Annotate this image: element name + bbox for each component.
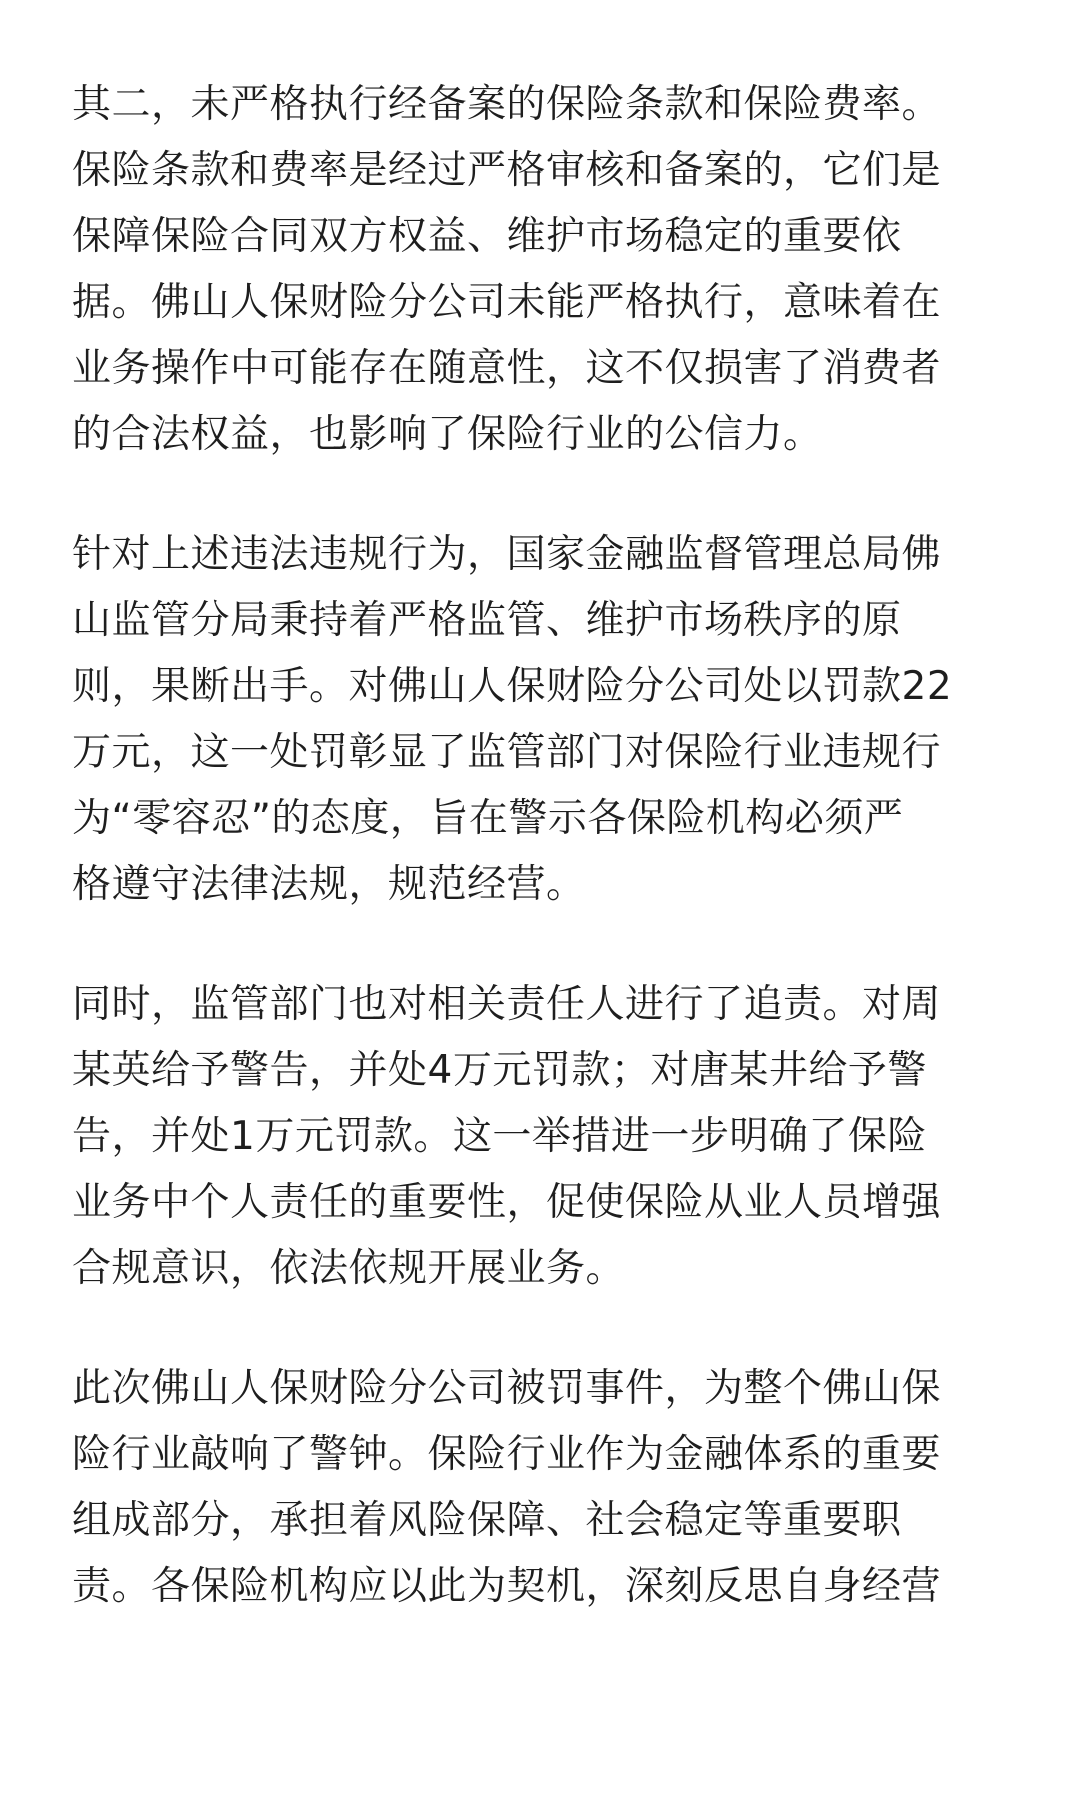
paragraph-4 (72, 1356, 1012, 1620)
text-line: 则，果断出手。对佛山人保财险分公司处以罚款22 (72, 664, 953, 709)
text-line: 合规意识，依法依规开展业务。 (72, 1246, 626, 1291)
text-line: 同时，监管部门也对相关责任人进行了追责。对周 (72, 982, 942, 1027)
text-line: 险行业敲响了警钟。保险行业作为金融体系的重要 (72, 1432, 942, 1477)
text-line: 其二，未严格执行经备案的保险条款和保险费率。 (72, 82, 942, 127)
paragraph-1 (72, 72, 1012, 468)
paragraph-3 (72, 972, 1012, 1302)
text-line: 据。佛山人保财险分公司未能严格执行，意味着在 (72, 280, 942, 325)
text-line: 组成部分，承担着风险保障、社会稳定等重要职 (72, 1498, 902, 1543)
text-line: 万元，这一处罚彰显了监管部门对保险行业违规行 (72, 730, 942, 775)
text-line: 责。各保险机构应以此为契机，深刻反思自身经营 (72, 1564, 942, 1609)
text-line: 为“零容忍”的态度，旨在警示各保险机构必须严 (72, 796, 904, 841)
text-line: 针对上述违法违规行为，国家金融监督管理总局佛 (72, 532, 942, 577)
paragraph-2 (72, 522, 1012, 918)
article-body (72, 72, 1012, 1674)
text-line: 告，并处1万元罚款。这一举措进一步明确了保险 (72, 1114, 927, 1159)
text-line: 的合法权益，也影响了保险行业的公信力。 (72, 412, 823, 457)
text-line: 保险条款和费率是经过严格审核和备案的，它们是 (72, 148, 942, 193)
text-line: 业务操作中可能存在随意性，这不仅损害了消费者 (72, 346, 942, 391)
text-line: 山监管分局秉持着严格监管、维护市场秩序的原 (72, 598, 902, 643)
text-line: 保障保险合同双方权益、维护市场稳定的重要依 (72, 214, 902, 259)
text-line: 业务中个人责任的重要性，促使保险从业人员增强 (72, 1180, 942, 1225)
text-line: 此次佛山人保财险分公司被罚事件，为整个佛山保 (72, 1366, 942, 1411)
text-line: 格遵守法律法规，规范经营。 (72, 862, 586, 907)
text-line: 某英给予警告，并处4万元罚款；对唐某井给予警 (72, 1048, 927, 1093)
